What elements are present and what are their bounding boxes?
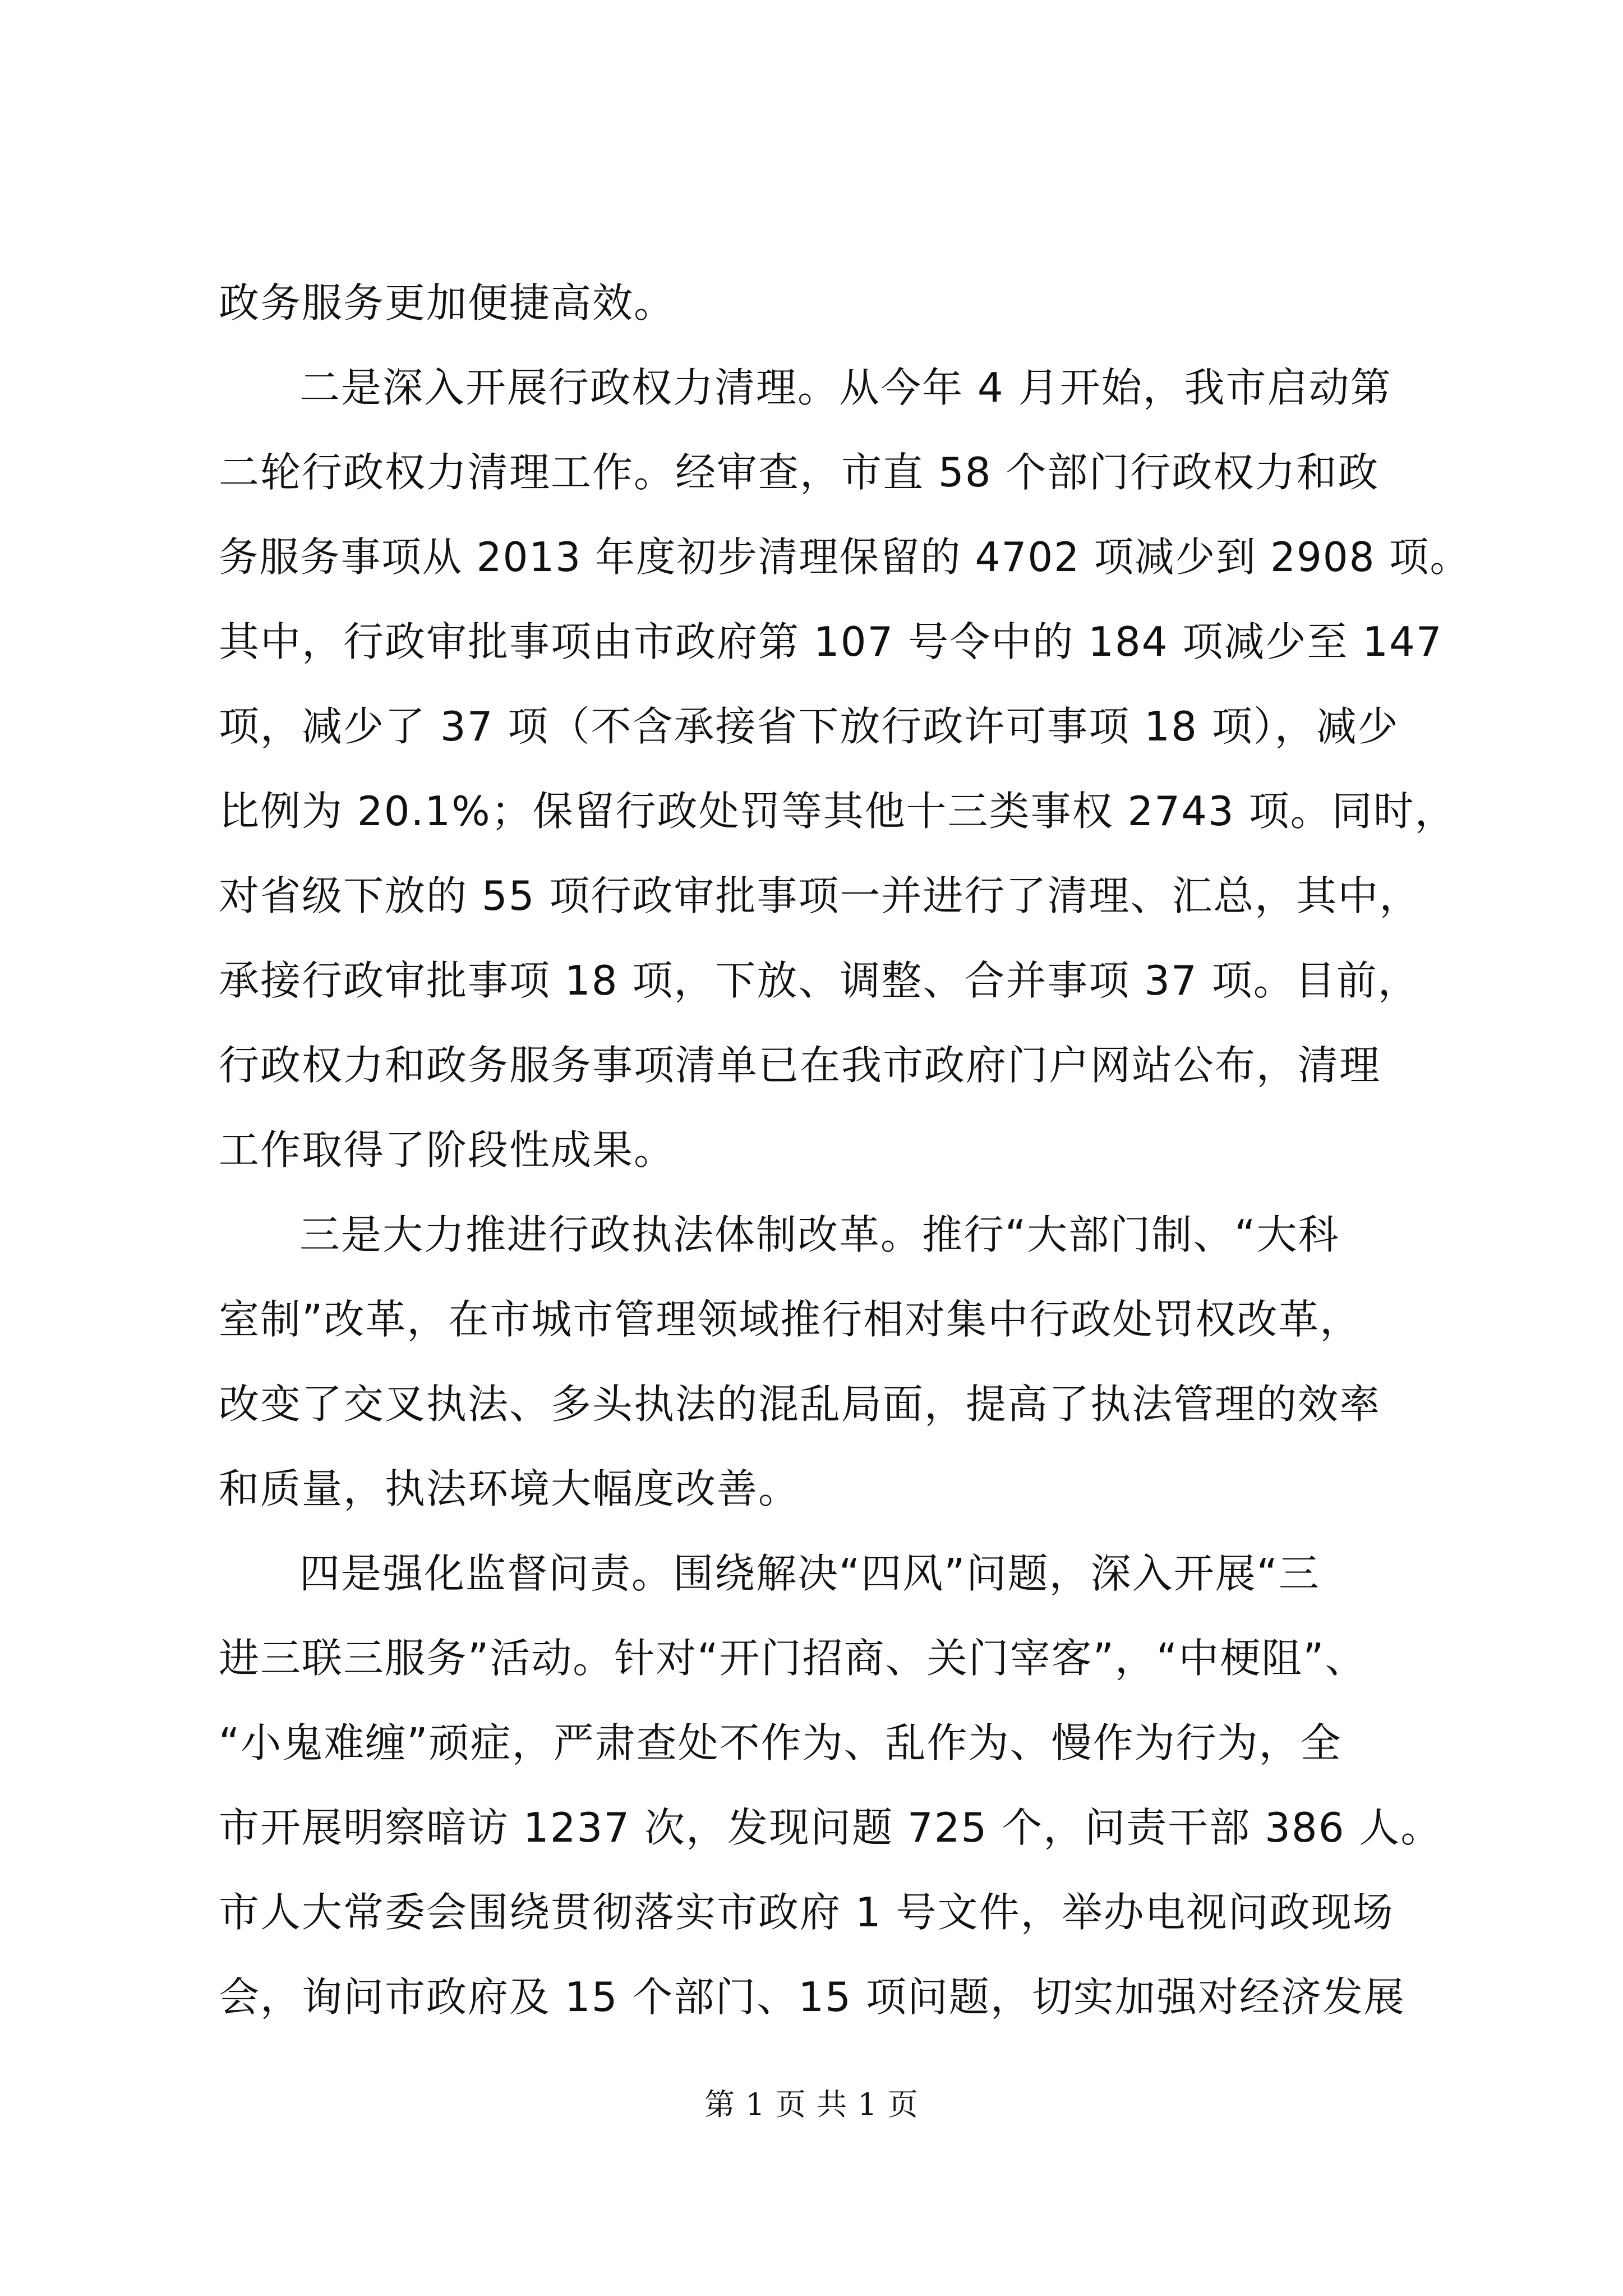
text-line: 二轮行政权力清理工作。经审查，市直 58 个部门行政权力和政	[219, 449, 1380, 496]
text-line: 市开展明察暗访 1237 次，发现问题 725 个，问责干部 386 人。	[219, 1804, 1442, 1851]
text-line: 工作取得了阶段性成果。	[219, 1126, 676, 1174]
text-line: 政务服务更加便捷高效。	[219, 279, 676, 326]
text-line: “小鬼难缠”顽症，严肃查处不作为、乱作为、慢作为行为，全	[219, 1719, 1342, 1766]
text-line: 改变了交叉执法、多头执法的混乱局面，提高了执法管理的效率	[219, 1381, 1381, 1428]
document-body	[219, 261, 1470, 2040]
page-footer: 第 1 页 共 1 页	[704, 2087, 919, 2122]
text-line: 其中，行政审批事项由市政府第 107 号令中的 184 项减少至 147	[219, 618, 1443, 665]
text-line: 行政权力和政务服务事项清单已在我市政府门户网站公布，清理	[219, 1042, 1381, 1089]
text-line: 室制”改革，在市城市管理领域推行相对集中行政处罚权改革，	[219, 1296, 1362, 1343]
text-line: 三是大力推进行政执法体制改革。推行“大部门制、“大科	[299, 1211, 1340, 1258]
text-line: 进三联三服务”活动。针对“开门招商、关门宰客”，“中梗阻”、	[219, 1635, 1367, 1682]
text-line: 会，询问市政府及 15 个部门、15 项问题，切实加强对经济发展	[219, 1973, 1405, 2021]
text-line: 和质量，执法环境大幅度改善。	[219, 1465, 800, 1512]
text-line: 项，减少了 37 项（不含承接省下放行政许可事项 18 项），减少	[219, 703, 1399, 750]
text-line: 务服务事项从 2013 年度初步清理保留的 4702 项减少到 2908 项。	[219, 533, 1470, 581]
text-line: 对省级下放的 55 项行政审批事项一并进行了清理、汇总，其中，	[219, 872, 1421, 919]
text-line: 市人大常委会围绕贯彻落实市政府 1 号文件，举办电视问政现场	[219, 1889, 1394, 1936]
text-line: 二是深入开展行政权力清理。从今年 4 月开始，我市启动第	[299, 364, 1392, 411]
text-line: 四是强化监督问责。围绕解决“四风”问题，深入开展“三	[299, 1550, 1320, 1597]
text-line: 比例为 20.1%；保留行政处罚等其他十三类事权 2743 项。同时，	[219, 788, 1456, 835]
text-line: 承接行政审批事项 18 项，下放、调整、合并事项 37 项。目前，	[219, 957, 1419, 1004]
